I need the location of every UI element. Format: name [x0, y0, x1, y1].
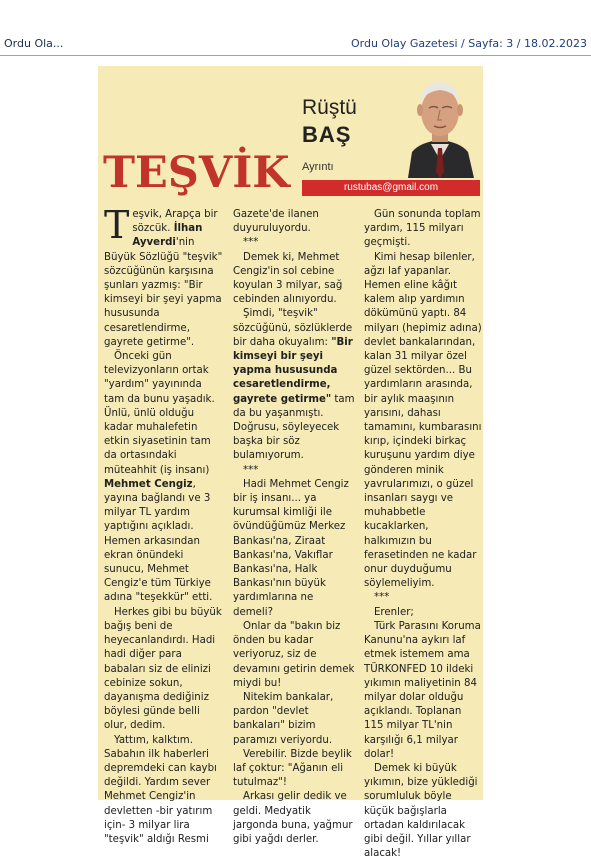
article-column-3	[364, 208, 485, 861]
emphasized-name: İlhan Ayverdi	[132, 223, 206, 249]
author-email: rustubas@gmail.com	[302, 180, 480, 196]
column-paragraph: Onlar da "bakın biz önden bu kadar veriyoruz, siz de devamını getirin demek miydi bu!	[233, 620, 358, 689]
column-paragraph: Nitekim bankalar, pardon "devlet bankaları" bizim paramızı veriyordu.	[233, 691, 337, 746]
column-text: Önceki gün televizyonların ortak "yardım" yayınında tam da bunu yaşadık. Ünlü, ünlü olduğu kadar muhalefetin etkin siyasetinin tam da ortasındaki müteahhit (iş insanı)	[104, 351, 218, 476]
column-text: eşvik, Arapça bir sözcük.	[132, 209, 221, 235]
column-section-name: Ayrıntı	[302, 161, 334, 173]
column-paragraph: Demek ki büyük yıkımın, bize yüklediği sorumluluk böyle küçük bağışlarla ortadan kaldırılacak gibi değil. Yıllar yıllar alacak!	[364, 762, 481, 860]
column-paragraph: Gün sonunda toplam yardım, 115 milyarı geçmişti.	[364, 209, 484, 249]
column-paragraph: Gazete'de ilanen duyuruluyordu.	[233, 209, 323, 235]
section-separator: ***	[243, 464, 259, 476]
column-text: Şimdi, "teşvik" sözcüğünü, sözlüklerde bir daha okuyalım:	[233, 308, 356, 348]
emphasized-quote: "Bir kimseyi bir şeyi yapma hususunda cesaretlendirme, gayrete getirme"	[233, 336, 357, 405]
column-paragraph: Kimi hesap bilenler, ağzı laf yapanlar. Hemen eline kâğıt kalem alıp yardımın dökümünü yaptı. 84 milyarı (hepimiz adına) devlet bankalarından, kalan 31 milyar özel güzel sektörden... Bu yardımların arasında, bir aylık maaşının yarısını, dahası tamamını, kumbarasını kırıp, içindeki birkaç kuruşunu yardım diye gönderen minik yavrularımızı, o güzel insanları saygı ve muhabbetle kucaklarken, halkımızın bu ferasetinden ne kadar onur duyduğumu söylemeliyim.	[364, 251, 485, 590]
column-paragraph: Hadi Mehmet Cengiz bir iş insanı... ya kurumsal kimliği ile övündüğümüz Merkez Bankası'na, Ziraat Bankası'na, Vakıflar Bankası'na, Halk Bankası'nın büyük yardımlarına ne demeli?	[233, 478, 353, 618]
section-separator: ***	[374, 592, 390, 604]
article-title: TEŞVİK	[103, 148, 290, 198]
column-paragraph: Arkası gelir dedik ve geldi. Medyatik jargonda buna, yağmur gibi yağdı derler.	[233, 791, 356, 845]
column-paragraph: Erenler;	[374, 606, 414, 618]
publication-page-info: Ordu Olay Gazetesi / Sayfa: 3 / 18.02.2023	[350, 37, 587, 50]
author-portrait	[398, 68, 483, 178]
column-paragraph: Herkes gibi bu büyük bağış beni de heyecanlandırdı. Hadi hadi diğer para babaları siz de elinizi cebinize sokun, dayanışma dediğiniz böylesi günde belli olur, dedim.	[104, 606, 226, 732]
column-text: tam da bu yaşanmıştı. Doğrusu, söyleyecek başka bir söz bulamıyorum.	[233, 393, 358, 462]
article-column-1	[104, 203, 226, 847]
author-last-name: BAŞ	[302, 122, 352, 147]
column-paragraph: Demek ki, Mehmet Cengiz'in sol cebine koyulan 3 milyar, sağ cebinden alınıyordu.	[233, 251, 346, 306]
drop-cap: T	[104, 203, 130, 247]
column-text: , yayına bağlandı ve 3 milyar TL yardım yaptığını açıkladı. Hemen arkasından ekran önündeki sunucu, Mehmet Cengiz'e tüm Türkiye adına "teşekkür" etti.	[104, 478, 215, 604]
page-header	[0, 0, 591, 56]
article-column-2	[233, 208, 358, 847]
author-first-name: Rüştü	[302, 96, 357, 119]
emphasized-name: Mehmet Cengiz	[104, 478, 193, 490]
publication-short-name: Ordu Ola...	[4, 37, 64, 50]
column-text: 'nin Büyük Sözlüğü "teşvik" sözcüğünün karşısına şunları yazmış: "Bir kimseyi bir şeyi yapma hususunda cesaretlendirme, gayrete getirme".	[104, 237, 226, 348]
newspaper-clipping	[98, 66, 485, 860]
column-paragraph: Verebilir. Bizde beylik laf çoktur: "Ağanın eli tutulmaz"!	[233, 748, 356, 789]
column-paragraph: Türk Parasını Koruma Kanunu'na aykırı laf etmek istemem ama TÜRKONFED 10 ildeki yıkımın maliyetinin 84 milyar dolar olduğu açıklandı. Toplanan 115 milyar TL'nin karşılığı 6,1 milyar dolar!	[364, 620, 485, 760]
section-separator: ***	[243, 237, 259, 249]
column-paragraph: Yattım, kalktım. Sabahın ilk haberleri depremdeki can kaybı değildi. Yardım sever Mehmet Cengiz'in devletten -bir yatırım için- 3 milyar lira "teşvik" aldığı Resmi	[104, 734, 221, 845]
header-divider	[0, 55, 591, 56]
